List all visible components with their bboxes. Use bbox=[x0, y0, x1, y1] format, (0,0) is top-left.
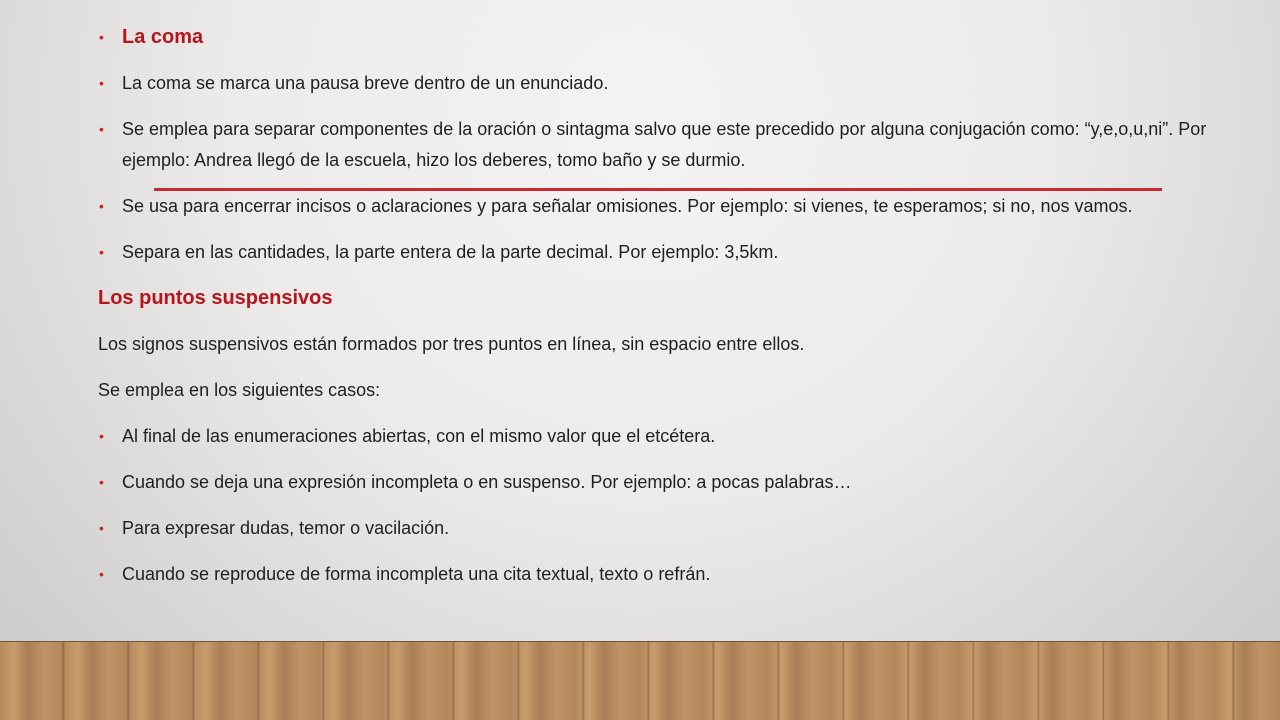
section2-heading-block bbox=[98, 283, 1208, 314]
list-item bbox=[98, 559, 1208, 590]
list-item-text: Separa en las cantidades, la parte entera de la parte decimal. Por ejemplo: 3,5km. bbox=[122, 242, 779, 262]
list-item-text: La coma se marca una pausa breve dentro de un enunciado. bbox=[122, 73, 609, 93]
list-item-text: Cuando se reproduce de forma incompleta una cita textual, texto o refrán. bbox=[122, 564, 711, 584]
bullet-icon: • bbox=[99, 566, 104, 582]
section2-intro-2: Se emplea en los siguientes casos: bbox=[98, 380, 381, 400]
list-item bbox=[98, 421, 1208, 452]
list-item bbox=[98, 191, 1208, 222]
bullet-icon: • bbox=[99, 198, 104, 214]
list-item bbox=[98, 237, 1208, 268]
list-item bbox=[98, 114, 1208, 176]
bullet-icon: • bbox=[99, 121, 104, 137]
section1-heading: La coma bbox=[122, 26, 204, 48]
bullet-icon: • bbox=[99, 244, 104, 260]
list-item-text: Cuando se deja una expresión incompleta o en suspenso. Por ejemplo: a pocas palabras… bbox=[122, 472, 852, 492]
wood-floor-decoration bbox=[0, 642, 1280, 720]
list-item bbox=[98, 68, 1208, 99]
bullet-icon: • bbox=[99, 428, 104, 444]
red-divider-line bbox=[154, 188, 1162, 191]
list-item-text: Se usa para encerrar incisos o aclaraciones y para señalar omisiones. Por ejemplo: si vienes, te esperamos; si no, nos vamos. bbox=[122, 196, 1133, 216]
bullet-icon: • bbox=[99, 520, 104, 536]
list-item bbox=[98, 467, 1208, 498]
list-item-text: Se emplea para separar componentes de la oración o sintagma salvo que este precedido por alguna conjugación como: “y,e,o,u,ni”. Por ejemplo: Andrea llegó de la escuela, hizo los deberes, tomo baño y se durmio. bbox=[122, 119, 1207, 170]
bullet-icon: • bbox=[99, 75, 104, 91]
list-item bbox=[98, 513, 1208, 544]
bullet-icon: • bbox=[99, 474, 104, 490]
section1-heading-item bbox=[98, 22, 1208, 53]
bullet-icon: • bbox=[99, 29, 104, 45]
list-item-text: Al final de las enumeraciones abiertas, con el mismo valor que el etcétera. bbox=[122, 426, 716, 446]
section2-intro-1: Los signos suspensivos están formados por tres puntos en línea, sin espacio entre ellos. bbox=[98, 334, 805, 354]
list-item-text: Para expresar dudas, temor o vacilación. bbox=[122, 518, 450, 538]
slide-content bbox=[98, 22, 1208, 605]
section2-heading: Los puntos suspensivos bbox=[98, 287, 333, 309]
